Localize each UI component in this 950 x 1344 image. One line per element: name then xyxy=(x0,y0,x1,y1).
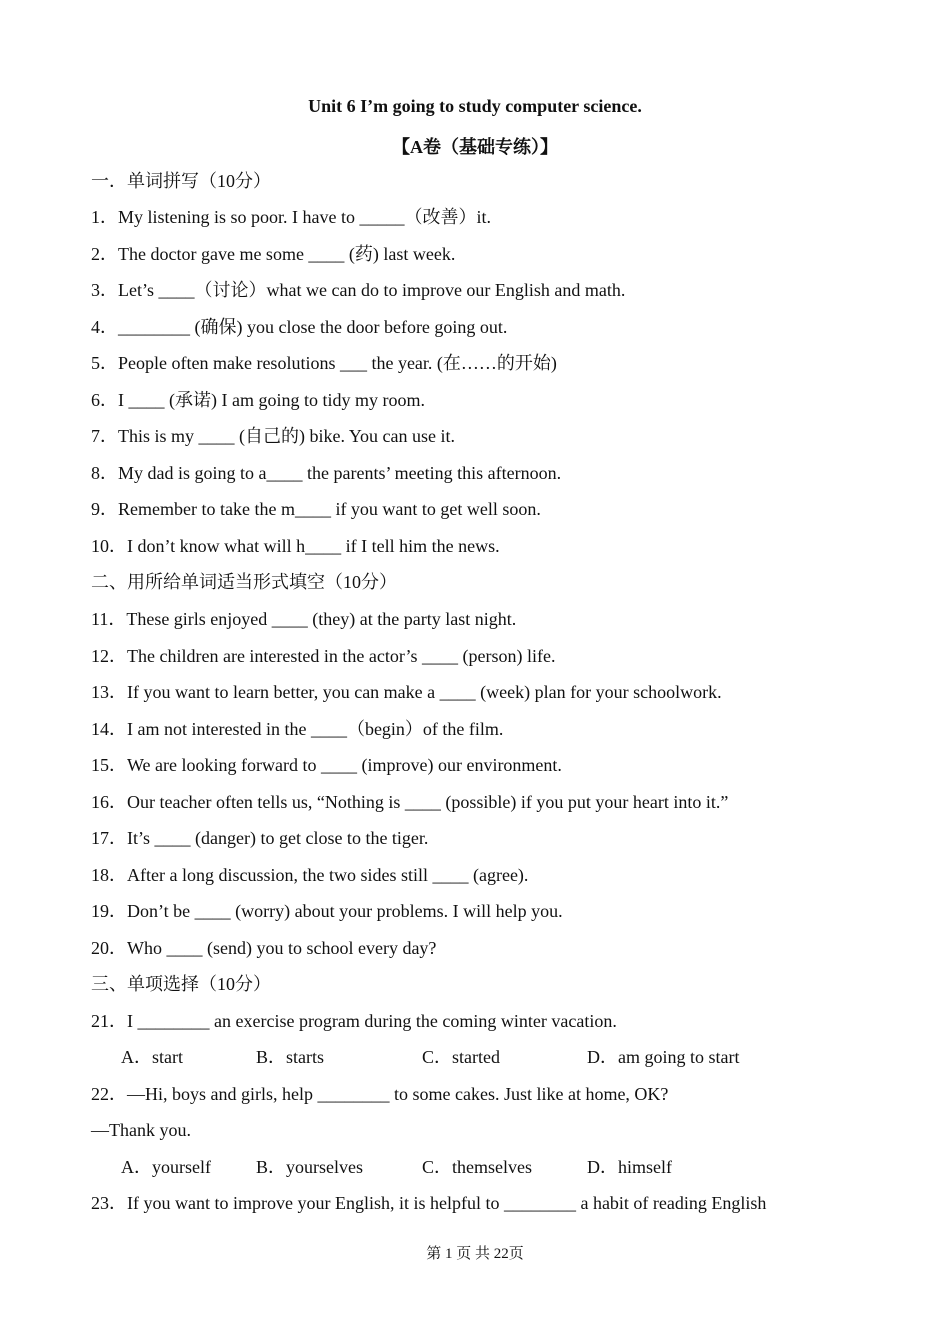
question-2: 2．The doctor gave me some ____ (药) last week. xyxy=(91,244,456,264)
question-21: 21．I ________ an exercise program during the coming winter vacation. xyxy=(91,1011,617,1031)
q22-option-b: B．yourselves xyxy=(256,1157,363,1177)
question-10: 10．I don’t know what will h____ if I tell him the news. xyxy=(91,536,500,556)
question-23: 23．If you want to improve your English, it is helpful to ________ a habit of reading English xyxy=(91,1193,767,1213)
q21-option-b: B．starts xyxy=(256,1047,325,1067)
section-heading-2: 二、用所给单词适当形式填空（10分） xyxy=(91,572,397,592)
question-1: 1．My listening is so poor. I have to _____（改善）it. xyxy=(91,207,491,227)
q21-option-d: D．am going to start xyxy=(587,1047,740,1067)
q22-option-c: C．themselves xyxy=(422,1157,532,1177)
question-5: 5．People often make resolutions ___ the year. (在……的开始) xyxy=(91,353,557,373)
question-16: 16．Our teacher often tells us, “Nothing is ____ (possible) if you put your heart into it.” xyxy=(91,792,729,812)
question-20: 20．Who ____ (send) you to school every day? xyxy=(91,938,437,958)
q22-option-a: A．yourself xyxy=(121,1157,211,1177)
question-14: 14．I am not interested in the ____（begin）of the film. xyxy=(91,719,504,739)
question-8: 8．My dad is going to a____ the parents’ meeting this afternoon. xyxy=(91,463,562,483)
question-19: 19．Don’t be ____ (worry) about your problems. I will help you. xyxy=(91,901,563,921)
document-subtitle: 【A卷（基础专练）】 xyxy=(392,137,558,157)
section-heading-1: 一．单词拼写（10分） xyxy=(91,171,271,191)
page-footer: 第 1 页 共 22页 xyxy=(426,1246,524,1262)
question-15: 15．We are looking forward to ____ (improve) our environment. xyxy=(91,755,562,775)
question-13: 13．If you want to learn better, you can make a ____ (week) plan for your schoolwork. xyxy=(91,682,722,702)
q21-option-a: A．start xyxy=(121,1047,183,1067)
question-18: 18．After a long discussion, the two sides still ____ (agree). xyxy=(91,865,529,885)
document-title: Unit 6 I’m going to study computer science. xyxy=(308,96,642,116)
question-22: 22．—Hi, boys and girls, help ________ to some cakes. Just like at home, OK? xyxy=(91,1084,669,1104)
q21-option-c: C．started xyxy=(422,1047,500,1067)
question-9: 9．Remember to take the m____ if you want to get well soon. xyxy=(91,499,541,519)
section-heading-3: 三、单项选择（10分） xyxy=(91,974,271,994)
question-17: 17．It’s ____ (danger) to get close to the tiger. xyxy=(91,828,429,848)
question-3: 3．Let’s ____（讨论）what we can do to improve our English and math. xyxy=(91,280,626,300)
q22-option-d: D．himself xyxy=(587,1157,672,1177)
question-12: 12．The children are interested in the actor’s ____ (person) life. xyxy=(91,646,556,666)
question-4: 4．________ (确保) you close the door before going out. xyxy=(91,317,508,337)
question-22-reply: —Thank you. xyxy=(91,1120,191,1140)
question-7: 7．This is my ____ (自己的) bike. You can use it. xyxy=(91,426,455,446)
question-6: 6．I ____ (承诺) I am going to tidy my room. xyxy=(91,390,425,410)
question-11: 11．These girls enjoyed ____ (they) at the party last night. xyxy=(91,609,517,629)
